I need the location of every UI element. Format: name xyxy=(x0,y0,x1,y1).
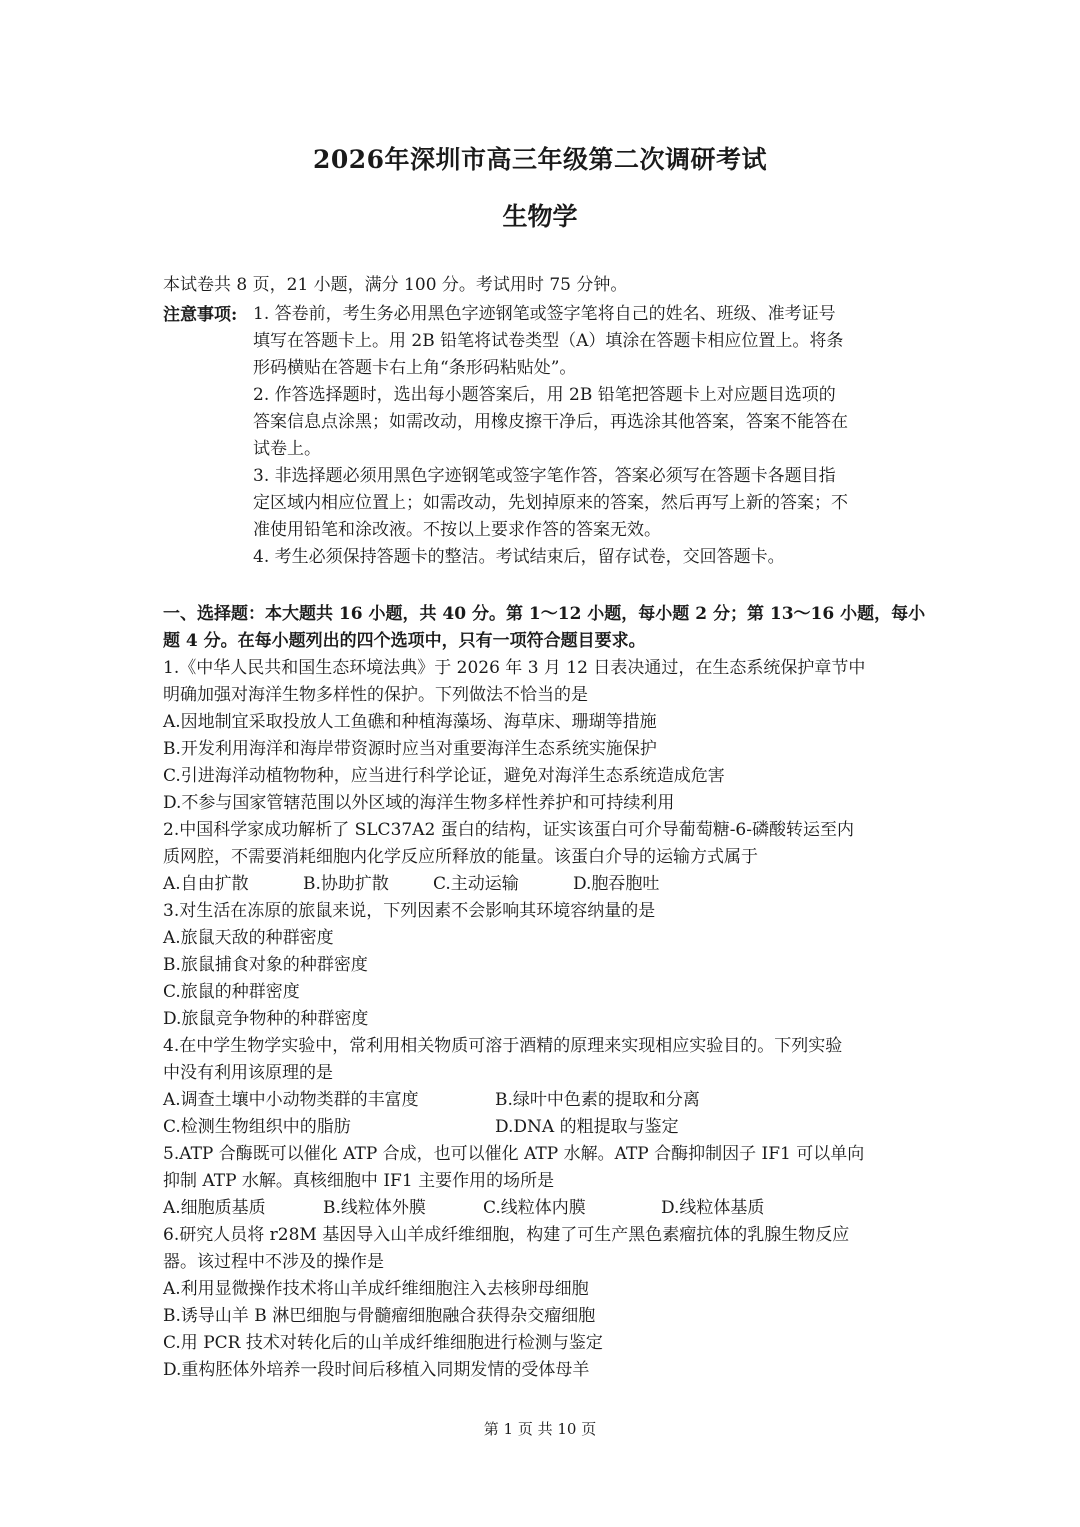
question-3 xyxy=(163,898,923,1033)
option-row xyxy=(163,1087,923,1114)
note-line: 形码横贴在答题卡右上角“条形码粘贴处”。 xyxy=(253,358,577,378)
exam-content xyxy=(163,272,926,1384)
option-c: C.主动运输 xyxy=(433,874,519,894)
option-a: A.旅鼠天敌的种群密度 xyxy=(163,928,334,948)
option-b: B.开发利用海洋和海岸带资源时应当对重要海洋生态系统实施保护 xyxy=(163,739,657,759)
note-line: 试卷上。 xyxy=(253,439,321,459)
option-b: B.线粒体外膜 xyxy=(323,1198,426,1218)
section-heading xyxy=(163,601,926,655)
option-a: A.自由扩散 xyxy=(163,874,249,894)
note-line: 4. 考生必须保持答题卡的整洁。考试结束后，留存试卷，交回答题卡。 xyxy=(253,547,785,567)
option-d: D.旅鼠竞争物种的种群密度 xyxy=(163,1009,369,1029)
option-row xyxy=(163,1114,923,1141)
note-item xyxy=(253,544,923,571)
question-stem: 器。该过程中不涉及的操作是 xyxy=(163,1252,384,1272)
note-item xyxy=(253,382,923,463)
option-c: C.线粒体内膜 xyxy=(483,1198,586,1218)
option-a: A.调查土壤中小动物类群的丰富度 xyxy=(163,1090,419,1110)
question-stem: 明确加强对海洋生物多样性的保护。下列做法不恰当的是 xyxy=(163,685,588,705)
option-c: C.旅鼠的种群密度 xyxy=(163,982,300,1002)
note-line: 3. 非选择题必须用黑色字迹钢笔或签字笔作答，答案必须写在答题卡各题目指 xyxy=(253,466,836,486)
option-row xyxy=(163,871,923,898)
notes-label: 注意事项: xyxy=(163,305,238,325)
question-stem: 抑制 ATP 水解。真核细胞中 IF1 主要作用的场所是 xyxy=(163,1171,555,1191)
option-c: C.用 PCR 技术对转化后的山羊成纤维细胞进行检测与鉴定 xyxy=(163,1333,603,1353)
note-line: 准使用铅笔和涂改液。不按以上要求作答的答案无效。 xyxy=(253,520,661,540)
option-d: D.DNA 的粗提取与鉴定 xyxy=(495,1117,679,1137)
question-2 xyxy=(163,817,923,898)
exam-intro: 本试卷共 8 页，21 小题，满分 100 分。考试用时 75 分钟。 xyxy=(163,275,628,295)
option-a: A.细胞质基质 xyxy=(163,1198,266,1218)
option-a: A.因地制宜采取投放人工鱼礁和种植海藻场、海草床、珊瑚等措施 xyxy=(163,712,657,732)
question-stem: 1.《中华人民共和国生态环境法典》于 2026 年 3 月 12 日表决通过，在生态系统保护章节中 xyxy=(163,658,866,678)
option-row xyxy=(163,1195,923,1222)
option-b: B.协助扩散 xyxy=(303,874,389,894)
note-line: 答案信息点涂黑；如需改动，用橡皮擦干净后，再选涂其他答案，答案不能答在 xyxy=(253,412,848,432)
question-6 xyxy=(163,1222,923,1384)
page-footer: 第 1 页 共 10 页 xyxy=(483,1420,597,1438)
option-a: A.利用显微操作技术将山羊成纤维细胞注入去核卵母细胞 xyxy=(163,1279,589,1299)
question-stem: 4.在中学生物学实验中，常利用相关物质可溶于酒精的原理来实现相应实验目的。下列实验 xyxy=(163,1036,843,1056)
note-line: 1. 答卷前，考生务必用黑色字迹钢笔或签字笔将自己的姓名、班级、准考证号 xyxy=(253,304,836,324)
option-b: B.绿叶中色素的提取和分离 xyxy=(495,1090,700,1110)
note-item xyxy=(253,463,923,544)
question-4 xyxy=(163,1033,923,1141)
question-1 xyxy=(163,655,923,817)
option-d: D.胞吞胞吐 xyxy=(573,874,660,894)
question-stem: 3.对生活在冻原的旅鼠来说，下列因素不会影响其环境容纳量的是 xyxy=(163,901,656,921)
question-stem: 中没有利用该原理的是 xyxy=(163,1063,333,1083)
question-5 xyxy=(163,1141,923,1222)
note-line: 2. 作答选择题时，选出每小题答案后，用 2B 铅笔把答题卡上对应题目选项的 xyxy=(253,385,836,405)
option-b: B.旅鼠捕食对象的种群密度 xyxy=(163,955,368,975)
question-stem: 2.中国科学家成功解析了 SLC37A2 蛋白的结构，证实该蛋白可介导葡萄糖-6-磷酸转运至内 xyxy=(163,820,854,840)
question-stem: 质网腔，不需要消耗细胞内化学反应所释放的能量。该蛋白介导的运输方式属于 xyxy=(163,847,758,867)
notes-block xyxy=(163,301,923,571)
option-d: D.重构胚体外培养一段时间后移植入同期发情的受体母羊 xyxy=(163,1360,590,1380)
option-d: D.线粒体基质 xyxy=(661,1198,765,1218)
section-heading-line: 题 4 分。在每小题列出的四个选项中，只有一项符合题目要求。 xyxy=(163,631,646,651)
note-line: 填写在答题卡上。用 2B 铅笔将试卷类型（A）填涂在答题卡相应位置上。将条 xyxy=(253,331,844,351)
notes-list xyxy=(253,301,923,571)
question-stem: 5.ATP 合酶既可以催化 ATP 合成，也可以催化 ATP 水解。ATP 合酶抑制因子 IF1 可以单向 xyxy=(163,1144,865,1164)
note-line: 定区域内相应位置上；如需改动，先划掉原来的答案，然后再写上新的答案；不 xyxy=(253,493,848,513)
question-stem: 6.研究人员将 r28M 基因导入山羊成纤维细胞，构建了可生产黑色素瘤抗体的乳腺生物反应 xyxy=(163,1225,850,1245)
option-d: D.不参与国家管辖范围以外区域的海洋生物多样性养护和可持续利用 xyxy=(163,793,675,813)
option-c: C.检测生物组织中的脂肪 xyxy=(163,1117,351,1137)
page-title: 2026年深圳市高三年级第二次调研考试 xyxy=(312,145,768,174)
subject-title: 生物学 xyxy=(502,202,578,231)
option-c: C.引进海洋动植物物种，应当进行科学论证，避免对海洋生态系统造成危害 xyxy=(163,766,725,786)
section-heading-line: 一、选择题：本大题共 16 小题，共 40 分。第 1～12 小题，每小题 2 分；第 13～16 小题，每小 xyxy=(163,604,926,624)
option-b: B.诱导山羊 B 淋巴细胞与骨髓瘤细胞融合获得杂交瘤细胞 xyxy=(163,1306,596,1326)
note-item xyxy=(253,301,923,382)
